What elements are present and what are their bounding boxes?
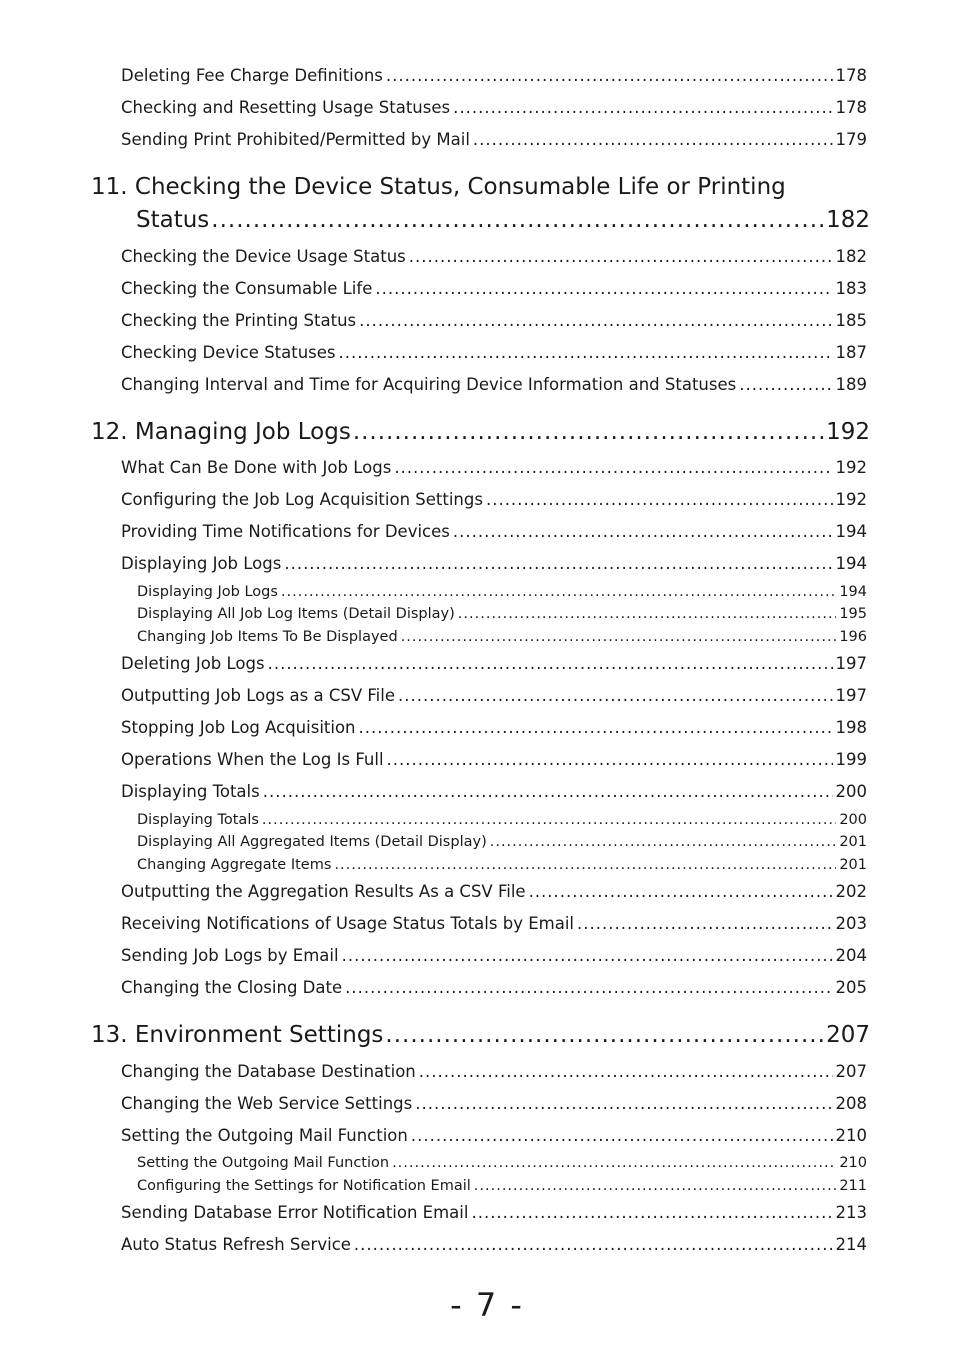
toc-entry-title: Sending Print Prohibited/Permitted by Mail (121, 130, 470, 149)
toc-entry-page: 195 (839, 606, 867, 622)
toc-entry[interactable] (121, 554, 867, 573)
toc-entry-title: Changing Interval and Time for Acquiring Device Information and Statuses (121, 375, 737, 394)
toc-leader (385, 1022, 824, 1048)
toc-leader (211, 207, 824, 233)
toc-entry[interactable] (121, 946, 867, 965)
toc-leader (359, 718, 833, 737)
toc-entry-page: 192 (826, 419, 870, 445)
toc-entry-page: 196 (839, 629, 867, 645)
toc-entry-title: Displaying Totals (137, 812, 259, 828)
toc-leader (401, 629, 837, 645)
toc-entry[interactable] (121, 98, 867, 117)
toc-entry-title: Changing Aggregate Items (137, 857, 332, 873)
toc-subentry[interactable] (137, 857, 867, 873)
toc-entry-title: Setting the Outgoing Mail Function (137, 1155, 390, 1171)
toc-entry-page: 210 (839, 1155, 867, 1171)
toc-leader (339, 343, 833, 362)
toc-leader (284, 554, 832, 573)
toc-leader (353, 419, 824, 445)
toc-entry-page: 198 (835, 718, 867, 737)
toc-entry-title: Changing the Database Destination (121, 1062, 416, 1081)
toc-entry-page: 214 (835, 1235, 867, 1254)
toc-entry-page: 204 (835, 946, 867, 965)
toc-entry[interactable] (121, 1203, 867, 1222)
toc-entry-title: Setting the Outgoing Mail Function (121, 1126, 408, 1145)
toc-entry-page: 192 (835, 458, 867, 477)
toc-entry-page: 182 (826, 207, 870, 233)
toc-leader (419, 1062, 833, 1081)
toc-subentry[interactable] (137, 1155, 867, 1171)
toc-leader (386, 66, 833, 85)
toc-entry[interactable] (121, 1126, 867, 1145)
toc-entry-page: 205 (835, 978, 867, 997)
toc-entry-page: 210 (835, 1126, 867, 1145)
toc-entry-title: Checking Device Statuses (121, 343, 336, 362)
toc-leader (453, 98, 832, 117)
toc-entry-title: Sending Database Error Notification Email (121, 1203, 469, 1222)
toc-leader (529, 882, 833, 901)
toc-entry-page: 197 (835, 654, 867, 673)
toc-entry-page: 197 (835, 686, 867, 705)
toc-entry[interactable] (121, 1235, 867, 1254)
toc-entry[interactable] (121, 375, 867, 394)
toc-entry-title: Checking the Consumable Life (121, 279, 373, 298)
toc-leader (473, 130, 833, 149)
toc-entry-page: 211 (839, 1178, 867, 1194)
page-number: - 7 - (450, 1286, 524, 1324)
toc-entry-page: 207 (826, 1022, 870, 1048)
toc-entry-title: Checking the Printing Status (121, 311, 357, 330)
toc-entry-page: 208 (835, 1094, 867, 1113)
toc-entry-title: Displaying Job Logs (121, 554, 282, 573)
toc-leader (263, 782, 833, 801)
toc-entry[interactable] (121, 130, 867, 149)
toc-entry[interactable] (121, 686, 867, 705)
toc-entry-title: Status (136, 207, 210, 233)
toc-entry[interactable] (121, 279, 867, 298)
toc-entry-title: Displaying Job Logs (137, 584, 278, 600)
toc-entry-page: 178 (835, 98, 867, 117)
toc-leader (398, 686, 833, 705)
toc-entry-title: What Can Be Done with Job Logs (121, 458, 392, 477)
toc-leader (359, 311, 832, 330)
toc-subentry[interactable] (137, 584, 867, 600)
toc-leader (409, 247, 833, 266)
toc-leader (354, 1235, 833, 1254)
toc-entry[interactable] (121, 654, 867, 673)
toc-entry-page: 189 (835, 375, 867, 394)
toc-leader (345, 978, 832, 997)
toc-entry-title: Displaying All Job Log Items (Detail Display) (137, 606, 455, 622)
toc-entry-title: 12. Managing Job Logs (91, 419, 351, 445)
toc-entry[interactable] (121, 522, 867, 541)
toc-entry-title: Configuring the Job Log Acquisition Settings (121, 490, 483, 509)
toc-entry-page: 187 (835, 343, 867, 362)
toc-entry-page: 200 (835, 782, 867, 801)
toc-entry-title: Displaying Totals (121, 782, 260, 801)
toc-entry[interactable] (121, 978, 867, 997)
chapter-heading-line1[interactable]: 11. Checking the Device Status, Consumable Life or Printing (91, 174, 786, 200)
toc-subentry[interactable] (137, 606, 867, 622)
chapter-heading[interactable] (91, 1022, 870, 1048)
toc-entry[interactable] (121, 247, 867, 266)
toc-entry-title: Auto Status Refresh Service (121, 1235, 351, 1254)
toc-leader (453, 522, 833, 541)
toc-entry[interactable] (121, 66, 867, 85)
chapter-heading[interactable] (91, 419, 870, 445)
toc-entry-page: 194 (839, 584, 867, 600)
toc-entry-title: Deleting Job Logs (121, 654, 265, 673)
toc-leader (262, 812, 836, 828)
toc-entry-title: Operations When the Log Is Full (121, 750, 384, 769)
toc-entry[interactable] (121, 1094, 867, 1113)
toc-entry-page: 179 (835, 130, 867, 149)
toc-entry[interactable] (121, 343, 867, 362)
toc-entry-title: Checking the Device Usage Status (121, 247, 406, 266)
toc-entry[interactable] (121, 750, 867, 769)
toc-entry-page: 201 (839, 834, 867, 850)
toc-entry[interactable] (121, 490, 867, 509)
toc-leader (392, 1155, 836, 1171)
toc-entry-page: 199 (835, 750, 867, 769)
toc-leader (342, 946, 833, 965)
toc-entry-title: Checking and Resetting Usage Statuses (121, 98, 451, 117)
toc-entry[interactable] (121, 458, 867, 477)
toc-entry-title: Receiving Notifications of Usage Status Totals by Email (121, 914, 574, 933)
toc-leader (334, 857, 836, 873)
toc-subentry[interactable] (137, 1178, 867, 1194)
toc-entry-title: Outputting the Aggregation Results As a CSV File (121, 882, 526, 901)
toc-entry-title: 13. Environment Settings (91, 1022, 384, 1048)
toc-entry-page: 200 (839, 812, 867, 828)
toc-leader (490, 834, 837, 850)
toc-subentry[interactable] (137, 834, 867, 850)
toc-entry-page: 194 (835, 554, 867, 573)
toc-entry-title: Stopping Job Log Acquisition (121, 718, 356, 737)
toc-entry[interactable] (121, 718, 867, 737)
toc-entry-page: 183 (835, 279, 867, 298)
toc-entry-page: 213 (835, 1203, 867, 1222)
toc-entry-title: Configuring the Settings for Notification Email (137, 1178, 471, 1194)
toc-leader (411, 1126, 833, 1145)
toc-entry-page: 207 (835, 1062, 867, 1081)
toc-leader (268, 654, 833, 673)
toc-entry-page: 194 (835, 522, 867, 541)
toc-entry-title: Providing Time Notifications for Devices (121, 522, 450, 541)
toc-entry-page: 178 (835, 66, 867, 85)
toc-leader (486, 490, 833, 509)
toc-entry[interactable] (121, 311, 867, 330)
toc-entry-title: Changing Job Items To Be Displayed (137, 629, 398, 645)
toc-leader (387, 750, 833, 769)
toc-entry-page: 185 (835, 311, 867, 330)
toc-leader (474, 1178, 837, 1194)
toc-leader (739, 375, 832, 394)
toc-leader (394, 458, 832, 477)
toc-entry-title: Sending Job Logs by Email (121, 946, 339, 965)
toc-entry-title: Deleting Fee Charge Definitions (121, 66, 383, 85)
toc-leader (577, 914, 833, 933)
toc-entry[interactable] (121, 882, 867, 901)
toc-entry-title: Changing the Closing Date (121, 978, 343, 997)
toc-leader (471, 1203, 832, 1222)
toc-entry-title: Changing the Web Service Settings (121, 1094, 413, 1113)
toc-entry-page: 192 (835, 490, 867, 509)
toc-subentry[interactable] (137, 629, 867, 645)
toc-leader (458, 606, 837, 622)
toc-subentry[interactable] (137, 812, 867, 828)
toc-leader (415, 1094, 832, 1113)
toc-entry-page: 182 (835, 247, 867, 266)
toc-entry-title: Displaying All Aggregated Items (Detail Display) (137, 834, 487, 850)
toc-entry[interactable] (121, 914, 867, 933)
toc-leader (281, 584, 836, 600)
toc-entry-page: 202 (835, 882, 867, 901)
toc-entry-title: Outputting Job Logs as a CSV File (121, 686, 395, 705)
toc-leader (375, 279, 832, 298)
toc-entry-page: 203 (835, 914, 867, 933)
toc-entry-page: 201 (839, 857, 867, 873)
toc-entry[interactable] (121, 1062, 867, 1081)
toc-entry[interactable] (121, 782, 867, 801)
chapter-heading[interactable] (136, 207, 870, 233)
